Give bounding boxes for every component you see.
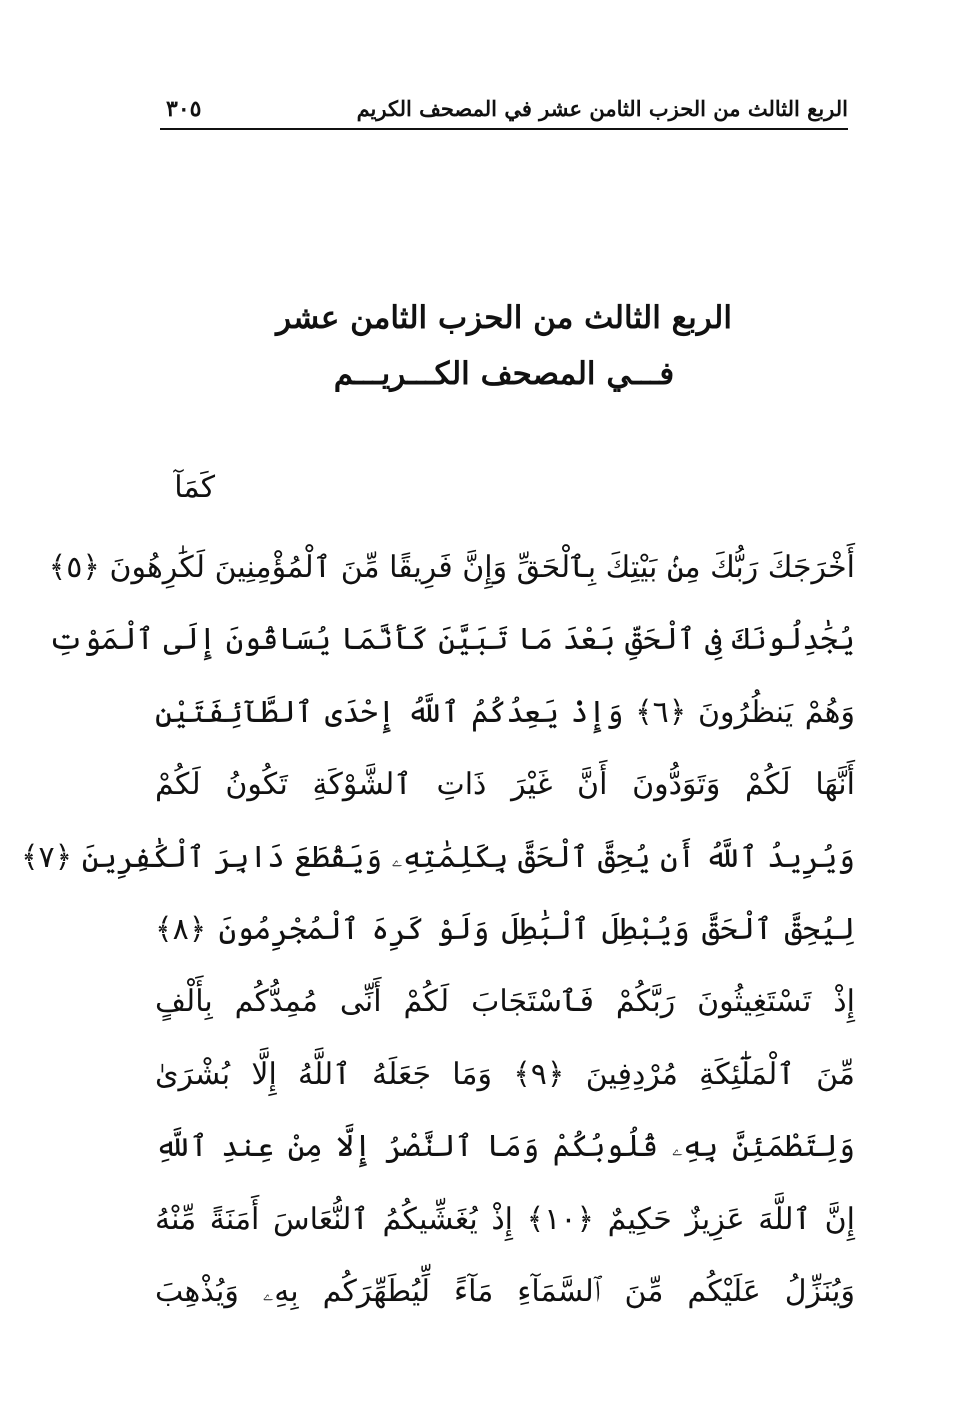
- running-header: [160, 96, 848, 130]
- verse-line: كَمَآ: [174, 470, 215, 505]
- verse-line: وَلِتَطْمَئِنَّ بِهِۦ قُلُوبُكُمْ وَمَا ٱلنَّصْرُ إِلَّا مِنْ عِندِ ٱللَّهِ: [155, 1129, 855, 1165]
- verse-line: أَخْرَجَكَ رَبُّكَ مِنۢ بَيْتِكَ بِٱلْحَقِّ وَإِنَّ فَرِيقًا مِّنَ ٱلْمُؤْمِنِينَ لَكَٰرِهُونَ ﴿٥﴾: [48, 550, 855, 585]
- page-number: ٣٠٥: [166, 96, 202, 122]
- section-title-line-2: فـــي المصحف الكـــريـــم: [333, 356, 675, 392]
- verse-text: [20, 452, 855, 1328]
- verse-line: إِنَّ ٱللَّهَ عَزِيزٌ حَكِيمٌ ﴿١٠﴾ إِذْ يُغَشِّيكُمُ ٱلنُّعَاسَ أَمَنَةً مِّنْهُ: [155, 1201, 855, 1237]
- verse-line: وَهُمْ يَنظُرُونَ ﴿٦﴾ وَإِذْ يَعِدُكُمُ ٱللَّهُ إِحْدَى ٱلطَّآئِفَتَيْنِ: [155, 694, 855, 730]
- section-title: [160, 290, 848, 402]
- verse-line: وَيُرِيدُ ٱللَّهُ أَن يُحِقَّ ٱلْحَقَّ بِكَلِمَٰتِهِۦ وَيَقْطَعَ دَابِرَ ٱلْكَٰفِرِينَ ﴿٧﴾: [20, 839, 855, 875]
- verse-line: لِيُحِقَّ ٱلْحَقَّ وَيُبْطِلَ ٱلْبَٰطِلَ وَلَوْ كَرِهَ ٱلْمُجْرِمُونَ ﴿٨﴾: [155, 911, 855, 947]
- verse-line: مِّنَ ٱلْمَلَٰٓئِكَةِ مُرْدِفِينَ ﴿٩﴾ وَمَا جَعَلَهُ ٱللَّهُ إِلَّا بُشْرَىٰ: [155, 1056, 855, 1092]
- header-rule: [160, 128, 848, 130]
- running-title: الربع الثالث من الحزب الثامن عشر في المصحف الكريم: [356, 96, 848, 121]
- verse-line: إِذْ تَسْتَغِيثُونَ رَبَّكُمْ فَٱسْتَجَابَ لَكُمْ أَنِّى مُمِدُّكُم بِأَلْفٍ: [155, 984, 855, 1020]
- verse-line: وَيُنَزِّلُ عَلَيْكُم مِّنَ ٱلسَّمَآءِ مَآءً لِّيُطَهِّرَكُم بِهِۦ وَيُذْهِبَ: [155, 1273, 855, 1309]
- section-title-line-1: الربع الثالث من الحزب الثامن عشر: [276, 300, 732, 336]
- verse-line: يُجَٰدِلُونَكَ فِى ٱلْحَقِّ بَعْدَ مَا تَبَيَّنَ كَأَنَّمَا يُسَاقُونَ إِلَى ٱلْمَوْتِ: [48, 622, 855, 658]
- verse-line: أَنَّهَا لَكُمْ وَتَوَدُّونَ أَنَّ غَيْرَ ذَاتِ ٱلشَّوْكَةِ تَكُونُ لَكُمْ: [155, 767, 855, 803]
